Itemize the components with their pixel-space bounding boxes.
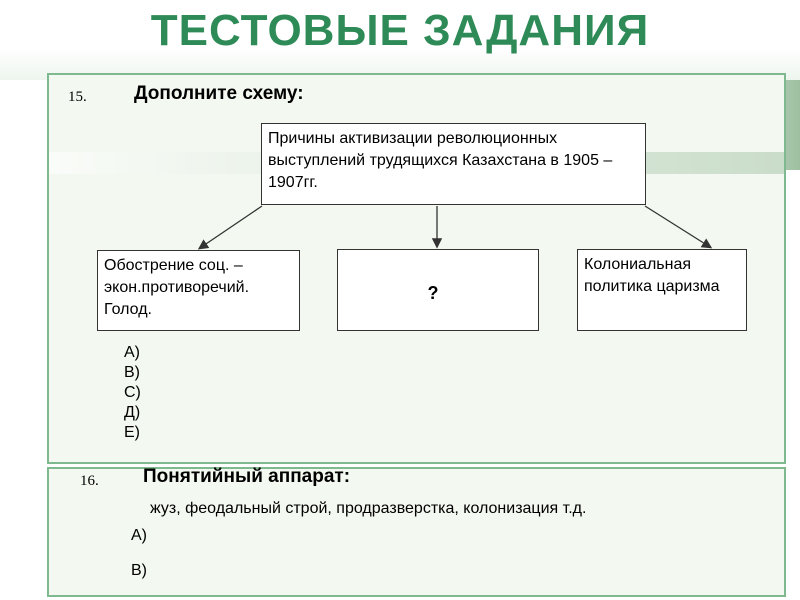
diagram-question-mark: ?	[427, 283, 439, 303]
answer-line[interactable]: В)	[124, 364, 140, 381]
diagram-right-box: Колониальная политика царизма	[577, 249, 747, 331]
question-15-number: 15.	[68, 89, 87, 105]
answer-line[interactable]: А)	[131, 527, 147, 544]
answer-line[interactable]: С)	[124, 384, 141, 401]
arrow-left	[200, 206, 262, 248]
answer-line[interactable]: Д)	[124, 404, 141, 421]
question-15-answers	[124, 343, 141, 443]
question-15-heading: Дополните схему:	[134, 83, 304, 104]
answer-line[interactable]: В)	[131, 562, 147, 579]
question-16-terms: жуз, феодальный строй, продразверстка, колонизация т.д.	[150, 500, 587, 517]
answer-line[interactable]: А)	[124, 344, 140, 361]
diagram-top-box: Причины активизации революционных выступлений трудящихся Казахстана в 1905 – 1907гг.	[261, 123, 646, 205]
diagram-left-box: Обострение соц. – экон.противоречий. Голод.	[97, 250, 300, 331]
slide-title: ТЕСТОВЫЕ ЗАДАНИЯ	[150, 6, 650, 55]
arrow-right	[645, 206, 710, 247]
question-16-heading: Понятийный аппарат:	[143, 466, 351, 487]
answer-line[interactable]: Е)	[124, 424, 140, 441]
question-16-number: 16.	[80, 473, 99, 489]
